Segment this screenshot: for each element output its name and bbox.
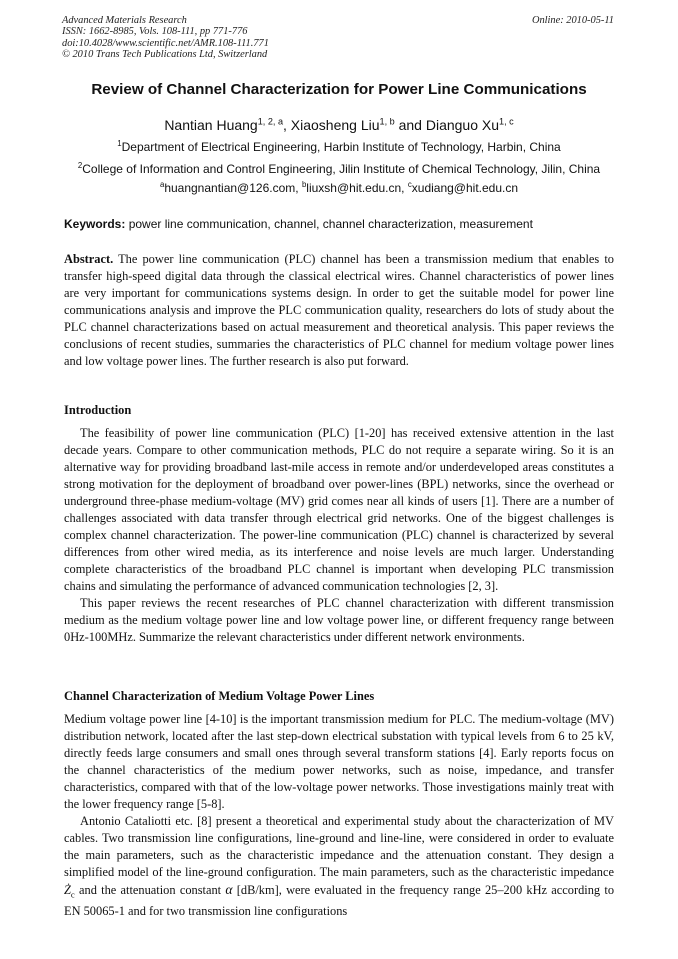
author-name: Dianguo Xu [425, 117, 500, 133]
author-name: Nantian Huang [164, 117, 258, 133]
email-text: liuxsh@hit.edu.cn, [306, 181, 408, 195]
section-heading-medium-voltage: Channel Characterization of Medium Voltage Power Lines [64, 689, 375, 703]
author-superscript: 1, c [499, 116, 514, 127]
issn-line: ISSN: 1662-8985, Vols. 108-111, pp 771-776 [62, 26, 248, 38]
body-paragraph: Medium voltage power line [4-10] is the important transmission medium for PLC. The medium-voltage (MV) distribution network, located after the last step-down electrical substation with typical levels from 6 to 25 kV, directly feeds large consumers and small ones through several transform stations [4]. Early reports focus on the channel characteristics of the medium power networks, such as noise, impedance, and transfer characteristics, compared with that of the low-voltage power networks. Those investigations mainly treat with the lower frequency range [5-8]. [64, 712, 614, 811]
paragraph-text: Antonio Cataliotti etc. [8] present a theoretical and experimental study about the characterization of MV cables. Two transmission line configurations, line-ground and line-line, were considered in order to evaluate the main parameters, such as the characteristic impedance and the attenuation constant. They design a simplified model of the line-ground configuration. The main parameters, such as the characteristic impedance [64, 814, 614, 879]
affiliation-text: College of Information and Control Engineering, Jilin Institute of Chemical Technology, Jilin, China [82, 162, 601, 176]
paragraph-text: and the attenuation constant [74, 883, 226, 897]
email-text: xudiang@hit.edu.cn [411, 181, 519, 195]
alpha-symbol: α [225, 882, 233, 897]
affiliation-1 [0, 140, 678, 154]
abstract-label: Abstract. [64, 252, 114, 266]
journal-header [62, 15, 269, 60]
affiliation-text: Department of Electrical Engineering, Harbin Institute of Technology, Harbin, China [121, 140, 561, 154]
author-separator: , [283, 117, 291, 133]
author-separator: and [394, 117, 426, 133]
keywords-label: Keywords: [64, 217, 126, 231]
introduction-section [64, 425, 614, 646]
medium-voltage-section [64, 711, 614, 920]
body-paragraph [64, 813, 614, 920]
section-heading-introduction: Introduction [64, 403, 132, 417]
paragraph-text: [dB/km], were evaluated in the frequency range 25–200 kHz according to EN 50065-1 and for two transmission line configurations [64, 883, 615, 919]
paper-title: Review of Channel Characterization for Power Line Communications [91, 81, 587, 98]
author-superscript: 1, b [379, 116, 395, 127]
email-superscript: c [407, 180, 412, 189]
author-name: Xiaosheng Liu [290, 117, 380, 133]
journal-name: Advanced Materials Research [62, 15, 187, 26]
author-list [0, 117, 678, 133]
impedance-symbol: Ż [64, 883, 71, 897]
abstract-text: The power line communication (PLC) channel has been a transmission medium that enables to transfer high-speed digital data through the classical electrical wires. Channel characteristics of power lines are very important for communications systems design. In order to get the suitable model for power line communications analysis and improve the PLC communication quality, researchers do lots of study about the PLC channel characterizations based on actual measurement and theoretical analysis. This paper reviews the conclusions of recent studies, summaries the characteristics of PLC channel for medium voltage power lines and low voltage power lines. The further research is also put forward. [64, 252, 614, 368]
keywords-line [64, 217, 616, 231]
affiliation-superscript: 2 [77, 161, 83, 170]
keywords-text: power line communication, channel, channel characterization, measurement [125, 217, 533, 231]
doi-line: doi:10.4028/www.scientific.net/AMR.108-111.771 [62, 37, 269, 49]
email-superscript: b [301, 180, 307, 189]
body-paragraph: The feasibility of power line communication (PLC) [1-20] has received extensive attention in the last decade years. Compare to other communication methods, PLC do not require a separate wiring. So it is an alternative way for providing broadband last-mile access in remote and/or underdeveloped areas constitutes a strong motivation for the deployment of broadband over power-lines (BPL) networks, since the overhead or underground three-phase medium-voltage (MV) grid comes near all kinds of users [1]. There are a number of challenges associated with data transfer through electrical grid networks. One of the biggest challenges is complex channel characterization. The power-line communication (PLC) channel is characterized by several differences from other wired media, as its interference and noise levels are much larger. Understanding complete characteristics of the broadband PLC channel is important when developing PLC transmission chains and simulating the performance of advanced communication technologies [2, 3]. [64, 426, 614, 593]
abstract-paragraph [64, 251, 614, 370]
affiliation-superscript: 1 [117, 139, 122, 148]
copyright-line: © 2010 Trans Tech Publications Ltd, Switzerland [62, 48, 268, 60]
email-line [0, 181, 678, 195]
affiliation-2 [0, 162, 678, 176]
email-text: huangnantian@126.com, [164, 181, 302, 195]
body-paragraph: This paper reviews the recent researches of PLC channel characterization with different transmission medium as the medium voltage power line and low voltage power line, or different frequency range between 0Hz-100MHz. Summarize the relevant characteristics under different network environments. [64, 596, 614, 644]
email-superscript: a [159, 180, 165, 189]
impedance-subscript: c [70, 889, 75, 900]
author-superscript: 1, 2, a [257, 116, 283, 127]
online-date: Online: 2010-05-11 [531, 15, 614, 26]
